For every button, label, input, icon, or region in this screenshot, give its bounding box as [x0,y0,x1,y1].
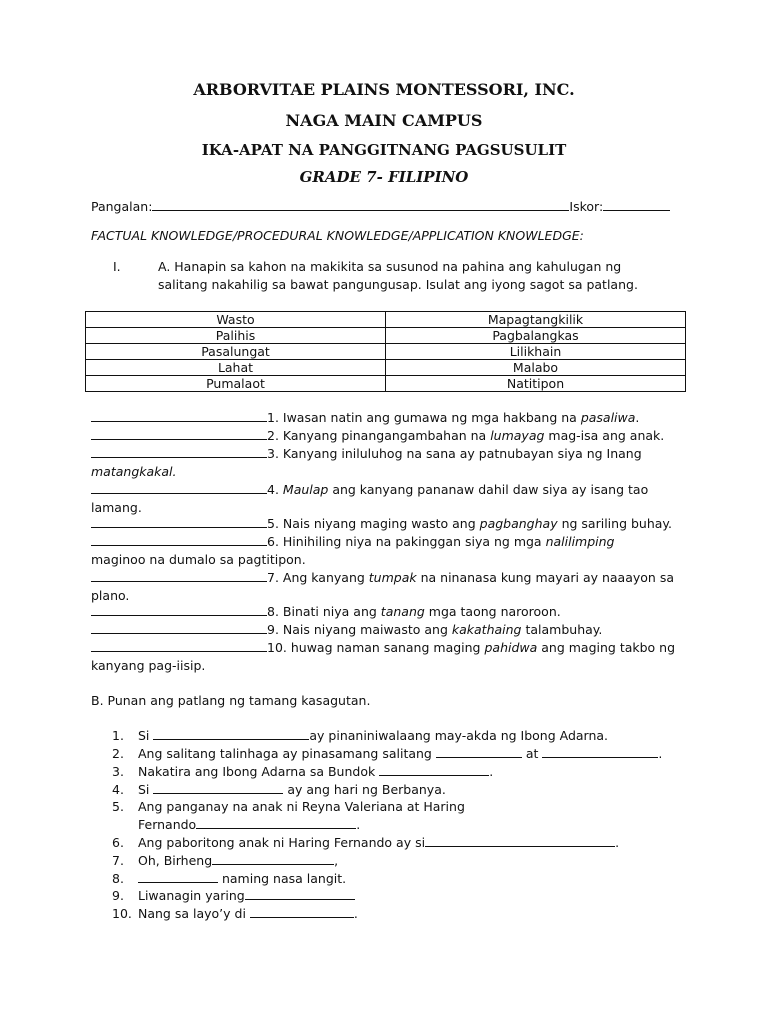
item-text: Ang panganay na anak ni Reyna Valeriana at Haring [138,799,465,814]
item-text: Nang sa layo’y di [138,906,250,921]
italic-word: tanang [380,604,425,619]
part-a-item [91,639,691,657]
item-text: lamang. [91,500,142,515]
item-text: Ang salitang talinhaga ay pinasamang salitang [138,746,436,761]
item-number: 8. [112,871,124,886]
item-text: at [521,746,543,761]
part-a-item [91,481,691,499]
italic-word: pasaliwa [580,410,636,425]
item-text: . [353,906,358,921]
part-b-item [112,763,493,781]
item-text: kanyang pag-iisip. [91,658,206,673]
part-b-item [112,887,355,905]
part-b-item [112,852,338,870]
italic-word: pagbanghay [479,516,558,531]
part-b-item [112,781,446,799]
item-text: Si [138,782,154,797]
exam-title: IKA-APAT NA PANGGITNANG PAGSUSULIT [201,141,567,159]
item-text: 9. Nais niyang maiwasto ang [267,622,452,637]
italic-word: pahidwa [484,640,538,655]
part-a-item [91,427,691,445]
item-text: naming nasa langit. [218,871,347,886]
word-box-cell: Lahat [86,360,386,376]
fill-in-blank[interactable] [245,888,355,900]
item-text: 2. Kanyang pinangangambahan na [267,428,491,443]
part-b-item-continuation [138,816,360,834]
item-text: 5. Nais niyang maging wasto ang [267,516,480,531]
part-b-item [112,798,465,816]
answer-blank[interactable] [91,482,267,494]
word-box-row [86,376,686,392]
item-number: 5. [112,799,124,814]
word-box-cell: Pagbalangkas [386,328,686,344]
item-text: talambuhay. [521,622,603,637]
item-text: Fernando [138,817,197,832]
answer-blank[interactable] [91,570,267,582]
item-text: , [334,853,339,868]
item-text: plano. [91,588,130,603]
campus-name: NAGA MAIN CAMPUS [285,111,483,130]
answer-blank[interactable] [91,428,267,440]
name-score-line [91,199,670,214]
part-b-instruction: B. Punan ang patlang ng tamang kasagutan. [91,693,371,708]
item-number: 1. [112,728,124,743]
word-box-cell: Wasto [86,312,386,328]
item-text: 10. huwag naman sanang maging [267,640,485,655]
item-text: 1. Iwasan natin ang gumawa ng mga hakbang na [267,410,581,425]
knowledge-line: FACTUAL KNOWLEDGE/PROCEDURAL KNOWLEDGE/APPLICATION KNOWLEDGE: [91,228,584,243]
word-box-row [86,344,686,360]
part-a-item [91,515,691,533]
part-a-item [91,409,691,427]
item-text: . [635,410,640,425]
answer-blank[interactable] [91,534,267,546]
item-number: 7. [112,853,124,868]
item-text: ay ang hari ng Berbanya. [283,782,446,797]
item-text: . [615,835,620,850]
item-text: ng sariling buhay. [557,516,673,531]
name-field[interactable] [152,199,569,211]
answer-blank[interactable] [91,622,267,634]
word-box-cell: Pumalaot [86,376,386,392]
part-a-item [91,533,691,551]
item-number: 6. [112,835,124,850]
item-text: 8. Binati niya ang [267,604,381,619]
answer-blank[interactable] [91,604,267,616]
name-label: Pangalan: [91,199,153,214]
answer-blank[interactable] [91,410,267,422]
fill-in-blank[interactable] [153,728,309,740]
item-text: 6. Hinihiling niya na pakinggan siya ng mga [267,534,546,549]
fill-in-blank[interactable] [379,764,489,776]
item-text: ang maging takbo ng [537,640,676,655]
fill-in-blank[interactable] [542,746,658,758]
word-box-cell: Malabo [386,360,686,376]
part-a-item [91,445,691,463]
italic-word: nalilimping [545,534,615,549]
part-b-item [112,870,346,888]
item-text: Liwanagin yaring [138,888,245,903]
item-text: na ninanasa kung mayari ay naaayon sa [416,570,674,585]
item-text: maginoo na dumalo sa pagtitipon. [91,552,306,567]
item-number: 2. [112,746,124,761]
word-choice-box [85,311,686,392]
item-text: ang kanyang pananaw dahil daw siya ay isang tao [328,482,649,497]
item-text: 3. Kanyang iniluluhog na sana ay patnubayan siya ng Inang [267,446,642,461]
part-a-item-continuation [91,463,691,481]
grade-subject: GRADE 7- FILIPINO [299,168,469,186]
item-text: Nakatira ang Ibong Adarna sa Bundok [138,764,380,779]
fill-in-blank[interactable] [196,817,356,829]
part-b-item [112,727,608,745]
answer-blank[interactable] [91,516,267,528]
part-a-instruction-line1: A. Hanapin sa kahon na makikita sa susunod na pahina ang kahulugan ng [158,259,622,274]
part-a-item [91,569,691,587]
item-text: mag-isa ang anak. [544,428,665,443]
item-text: Si [138,728,154,743]
item-text: . [658,746,663,761]
part-a-item [91,621,691,639]
score-field[interactable] [603,199,670,211]
part-a-instruction-line2: salitang nakahilig sa bawat pangungusap. Isulat ang iyong sagot sa patlang. [158,277,638,292]
italic-word: Maulap [282,482,329,497]
item-text: 7. Ang kanyang [267,570,369,585]
part-b-item [112,745,662,763]
word-box-cell: Mapagtangkilik [386,312,686,328]
part-b-item [112,905,358,923]
part-a-item-continuation [91,657,691,675]
item-number: 4. [112,782,124,797]
answer-blank[interactable] [91,640,267,652]
italic-word: matangkakal. [91,464,177,479]
fill-in-blank[interactable] [138,871,218,883]
item-number: 10. [112,906,132,921]
word-box-cell: Lilikhain [386,344,686,360]
part-a-item-continuation [91,551,691,569]
word-box-row [86,328,686,344]
score-label: Iskor: [569,199,604,214]
part-roman-numeral: I. [113,259,121,274]
item-number: 3. [112,764,124,779]
item-text: Oh, Birheng [138,853,213,868]
fill-in-blank[interactable] [153,782,283,794]
item-text: . [356,817,361,832]
fill-in-blank[interactable] [250,906,354,918]
fill-in-blank[interactable] [425,835,615,847]
word-box-row [86,312,686,328]
fill-in-blank[interactable] [212,853,334,865]
fill-in-blank[interactable] [436,746,522,758]
school-name: ARBORVITAE PLAINS MONTESSORI, INC. [193,80,575,99]
item-text: . [489,764,494,779]
word-box-cell: Natitipon [386,376,686,392]
italic-word: tumpak [368,570,417,585]
word-box-cell: Palihis [86,328,386,344]
item-text: ay pinaniniwalaang may-akda ng Ibong Adarna. [309,728,609,743]
part-b-item [112,834,619,852]
answer-blank[interactable] [91,446,267,458]
item-number: 9. [112,888,124,903]
italic-word: kakathaing [451,622,522,637]
item-text: 4. [267,482,283,497]
word-box-cell: Pasalungat [86,344,386,360]
italic-word: lumayag [490,428,545,443]
word-box-row [86,360,686,376]
item-text: mga taong naroroon. [424,604,561,619]
part-a-item [91,603,691,621]
item-text: Ang paboritong anak ni Haring Fernando ay si [138,835,426,850]
